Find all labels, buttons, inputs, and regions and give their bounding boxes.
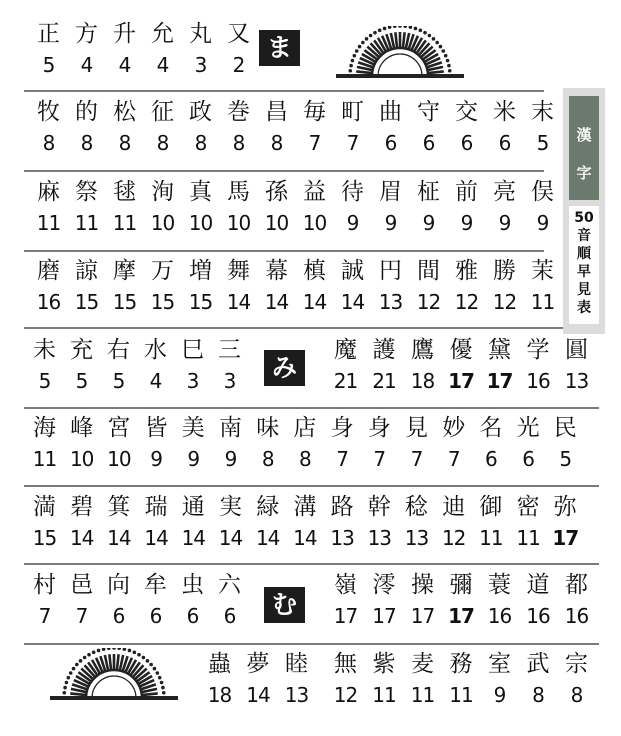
stroke-count: 6 <box>422 131 435 155</box>
stroke-count: 18 <box>207 683 232 707</box>
kanji-char: 交 <box>455 99 478 125</box>
kanji-char: 万 <box>151 258 174 284</box>
kanji-char: 前 <box>455 179 478 205</box>
kanji-char: 虫 <box>181 572 204 598</box>
kanji-char: 磨 <box>37 258 60 284</box>
stroke-count: 11 <box>112 211 137 235</box>
kanji-char: 丸 <box>189 21 212 47</box>
kanji-char: 茉 <box>531 258 554 284</box>
stroke-count: 3 <box>186 369 199 393</box>
kanji-char: 六 <box>218 572 241 598</box>
kanji-char: 柾 <box>417 179 440 205</box>
row-divider <box>24 643 599 645</box>
stroke-count: 9 <box>150 447 162 471</box>
stroke-count: 14 <box>302 290 327 314</box>
stroke-count: 16 <box>564 604 589 628</box>
stroke-count: 15 <box>112 290 137 314</box>
kanji-char: 宮 <box>107 415 131 441</box>
stroke-count: 10 <box>188 211 213 235</box>
kanji-char: 美 <box>181 415 205 441</box>
kanji-char: 魔 <box>334 337 357 363</box>
stroke-count: 5 <box>559 447 572 471</box>
stroke-count: 4 <box>80 53 93 77</box>
kanji-char: 夢 <box>246 651 270 677</box>
stroke-count: 10 <box>226 211 251 235</box>
side-tab-char: 字 <box>576 164 592 182</box>
kanji-char: 妙 <box>442 415 466 441</box>
kana-label-mi: み <box>264 350 305 386</box>
kanji-char: 鷹 <box>411 337 434 363</box>
stroke-count: 6 <box>112 604 125 628</box>
stroke-count: 14 <box>340 290 365 314</box>
stroke-count: 13 <box>367 526 392 550</box>
kanji-char: 雅 <box>455 258 478 284</box>
kanji-char: 三 <box>218 337 241 363</box>
kanji-char: 巳 <box>181 337 204 363</box>
kanji-char: 幕 <box>265 258 288 284</box>
stroke-count: 14 <box>293 526 317 550</box>
kanji-char: 味 <box>256 415 280 441</box>
stroke-count: 8 <box>194 131 207 155</box>
kanji-char: 御 <box>479 494 503 520</box>
kanji-char: 眉 <box>379 179 402 205</box>
kanji-char: 実 <box>219 494 242 520</box>
stroke-count: 17 <box>410 604 435 628</box>
kanji-char: 嶺 <box>334 572 357 598</box>
kanji-char: 瑞 <box>144 494 168 520</box>
stroke-count: 4 <box>156 53 169 77</box>
stroke-count: 17 <box>333 604 358 628</box>
kanji-char: 睦 <box>285 651 308 677</box>
kanji-char: 碧 <box>70 494 94 520</box>
kanji-char: 待 <box>341 179 364 205</box>
kanji-char: 充 <box>70 337 93 363</box>
stroke-count: 14 <box>107 526 131 550</box>
stroke-count: 6 <box>186 604 199 628</box>
kanji-char: 身 <box>367 415 391 441</box>
stroke-count: 6 <box>384 131 397 155</box>
kanji-char: 麻 <box>37 179 60 205</box>
kanji-char: 光 <box>516 415 540 441</box>
kanji-char: 昌 <box>265 99 288 125</box>
kanji-char: 槙 <box>303 258 326 284</box>
stroke-count: 14 <box>218 526 243 550</box>
side-tab-char: 見 <box>577 282 591 298</box>
kanji-char: 毎 <box>303 99 326 125</box>
side-tab-char: 音 <box>577 228 591 244</box>
stroke-count: 8 <box>156 131 169 155</box>
row-divider <box>24 90 544 92</box>
stroke-count: 8 <box>299 447 311 471</box>
stroke-count: 11 <box>36 211 61 235</box>
kanji-char: 迪 <box>442 494 466 520</box>
stroke-count: 8 <box>80 131 93 155</box>
stroke-count: 2 <box>232 53 245 77</box>
row-divider <box>24 250 544 252</box>
kanji-char: 毬 <box>113 179 136 205</box>
stroke-count: 9 <box>187 447 200 471</box>
stroke-count: 12 <box>333 683 358 707</box>
kanji-char: 務 <box>449 651 473 677</box>
row-divider <box>24 485 599 487</box>
stroke-count: 10 <box>264 211 289 235</box>
stroke-count: 9 <box>346 211 359 235</box>
stroke-count: 15 <box>150 290 175 314</box>
kanji-char: 蟲 <box>208 651 231 677</box>
kanji-char: 黛 <box>488 337 511 363</box>
sunburst-ornament-top <box>330 26 470 84</box>
stroke-count: 11 <box>410 683 435 707</box>
row-divider <box>24 327 599 329</box>
side-tab-title <box>569 206 599 324</box>
kanji-char: 皆 <box>144 415 168 441</box>
stroke-count: 6 <box>485 447 497 471</box>
kanji-char: 宗 <box>565 651 588 677</box>
stroke-count: 17 <box>372 604 396 628</box>
stroke-count: 18 <box>410 369 435 393</box>
stroke-count: 13 <box>564 369 589 393</box>
kanji-char: 右 <box>107 337 130 363</box>
kanji-char: 通 <box>181 494 205 520</box>
kanji-char: 満 <box>33 494 56 520</box>
stroke-count: 13 <box>404 526 429 550</box>
stroke-count: 9 <box>493 683 506 707</box>
stroke-count: 14 <box>255 526 280 550</box>
stroke-count: 8 <box>118 131 131 155</box>
kanji-char: 店 <box>293 415 317 441</box>
stroke-count: 6 <box>522 447 534 471</box>
stroke-count: 8 <box>532 683 544 707</box>
stroke-count: 4 <box>118 53 131 77</box>
kanji-char: 村 <box>33 572 56 598</box>
kanji-char: 巻 <box>227 99 250 125</box>
kanji-char: 正 <box>37 21 60 47</box>
kanji-char: 牧 <box>37 99 60 125</box>
stroke-count: 7 <box>410 447 423 471</box>
stroke-count: 8 <box>261 447 274 471</box>
kanji-char: 馬 <box>227 179 250 205</box>
stroke-count: 5 <box>112 369 125 393</box>
kanji-char: 峰 <box>70 415 94 441</box>
kanji-char: 操 <box>411 572 434 598</box>
kanji-char: 諒 <box>75 258 98 284</box>
kanji-char: 幹 <box>367 494 391 520</box>
kanji-char: 誠 <box>341 258 364 284</box>
kanji-char: 名 <box>479 415 503 441</box>
kanji-char: 洵 <box>151 179 174 205</box>
stroke-count: 21 <box>333 369 358 393</box>
stroke-count: 3 <box>194 53 207 77</box>
stroke-count: 6 <box>223 604 236 628</box>
stroke-count: 12 <box>454 290 479 314</box>
stroke-count: 14 <box>226 290 251 314</box>
stroke-count: 17 <box>448 604 474 628</box>
kanji-char: 稔 <box>405 494 428 520</box>
stroke-count: 3 <box>223 369 236 393</box>
kanji-char: 優 <box>449 337 473 363</box>
stroke-count: 16 <box>526 604 550 628</box>
side-tab-char: 表 <box>577 300 591 316</box>
kanji-char: 溝 <box>293 494 317 520</box>
kanji-char: 増 <box>189 258 212 284</box>
stroke-count: 9 <box>224 447 237 471</box>
stroke-count: 12 <box>492 290 517 314</box>
kanji-char: 圓 <box>565 337 588 363</box>
kanji-char: 無 <box>334 651 357 677</box>
kanji-char: 松 <box>113 99 136 125</box>
stroke-count: 7 <box>346 131 359 155</box>
kanji-char: 箕 <box>107 494 131 520</box>
stroke-count: 10 <box>69 447 94 471</box>
side-index-tab <box>563 88 605 334</box>
side-tab-char: 順 <box>577 246 591 262</box>
kanji-char: 町 <box>341 99 364 125</box>
kanji-char: 弥 <box>553 494 577 520</box>
side-tab-number: 50 <box>574 210 594 226</box>
stroke-count: 8 <box>270 131 283 155</box>
kanji-char: 蓑 <box>488 572 511 598</box>
stroke-count: 11 <box>372 683 396 707</box>
stroke-count: 21 <box>372 369 396 393</box>
kanji-char: 間 <box>417 258 440 284</box>
stroke-count: 10 <box>302 211 327 235</box>
kanji-char: 邑 <box>70 572 93 598</box>
sunburst-ornament-bottom <box>44 648 184 706</box>
stroke-count: 14 <box>246 683 270 707</box>
kanji-char: 室 <box>488 651 511 677</box>
row-divider <box>24 407 599 409</box>
kanji-char: 澪 <box>372 572 396 598</box>
kanji-char: 水 <box>144 337 167 363</box>
stroke-count: 12 <box>416 290 441 314</box>
row-divider <box>24 170 544 172</box>
kanji-char: 摩 <box>113 258 136 284</box>
side-tab-kanji <box>569 96 599 200</box>
kanji-char: 祭 <box>75 179 98 205</box>
kanji-char: 護 <box>372 337 396 363</box>
row-divider <box>24 563 599 565</box>
stroke-count: 9 <box>384 211 397 235</box>
stroke-count: 9 <box>460 211 473 235</box>
kanji-char: 牟 <box>144 572 167 598</box>
stroke-count: 7 <box>447 447 460 471</box>
kanji-char: 未 <box>33 337 56 363</box>
kanji-char: 学 <box>526 337 550 363</box>
kanji-char: 的 <box>75 99 98 125</box>
stroke-count: 6 <box>149 604 162 628</box>
kanji-char: 亮 <box>493 179 516 205</box>
stroke-count: 16 <box>526 369 550 393</box>
kanji-char: 路 <box>330 494 354 520</box>
kanji-char: 麦 <box>411 651 434 677</box>
stroke-count: 15 <box>32 526 57 550</box>
stroke-count: 12 <box>441 526 466 550</box>
kanji-char: 身 <box>330 415 354 441</box>
side-tab-char: 早 <box>577 264 591 280</box>
stroke-count: 5 <box>42 53 55 77</box>
kanji-char: 海 <box>33 415 56 441</box>
stroke-count: 7 <box>373 447 386 471</box>
stroke-count: 9 <box>422 211 435 235</box>
stroke-count: 15 <box>74 290 99 314</box>
kanji-char: 俣 <box>531 179 554 205</box>
stroke-count: 14 <box>264 290 289 314</box>
kana-label-mu: む <box>264 587 305 623</box>
kanji-char: 紫 <box>372 651 396 677</box>
kanji-char: 見 <box>405 415 428 441</box>
stroke-count: 5 <box>38 369 51 393</box>
stroke-count: 9 <box>536 211 549 235</box>
kanji-char: 又 <box>227 21 250 47</box>
kanji-char: 勝 <box>493 258 516 284</box>
stroke-count: 11 <box>32 447 57 471</box>
stroke-count: 15 <box>188 290 213 314</box>
stroke-count: 11 <box>74 211 99 235</box>
kanji-char: 末 <box>531 99 554 125</box>
stroke-count: 5 <box>536 131 549 155</box>
kanji-char: 都 <box>565 572 588 598</box>
side-tab-char: 漢 <box>576 126 592 144</box>
stroke-count: 17 <box>552 526 579 550</box>
kanji-char: 允 <box>151 21 174 47</box>
stroke-count: 10 <box>107 447 131 471</box>
stroke-count: 13 <box>330 526 354 550</box>
kanji-char: 米 <box>493 99 516 125</box>
stroke-count: 7 <box>308 131 321 155</box>
kanji-char: 円 <box>379 258 402 284</box>
kanji-char: 民 <box>553 415 577 441</box>
stroke-count: 7 <box>75 604 88 628</box>
stroke-count: 13 <box>284 683 309 707</box>
kanji-char: 曲 <box>379 99 402 125</box>
stroke-count: 10 <box>150 211 175 235</box>
kanji-char: 南 <box>219 415 242 441</box>
stroke-count: 6 <box>460 131 473 155</box>
stroke-count: 13 <box>378 290 403 314</box>
stroke-count: 5 <box>75 369 88 393</box>
kanji-char: 緑 <box>256 494 280 520</box>
stroke-count: 14 <box>144 526 168 550</box>
stroke-count: 11 <box>516 526 540 550</box>
kanji-char: 政 <box>189 99 212 125</box>
stroke-count: 4 <box>149 369 162 393</box>
stroke-count: 11 <box>530 290 555 314</box>
stroke-count: 9 <box>498 211 511 235</box>
stroke-count: 14 <box>181 526 206 550</box>
kanji-char: 守 <box>417 99 440 125</box>
kanji-char: 升 <box>113 21 136 47</box>
stroke-count: 14 <box>69 526 94 550</box>
stroke-count: 17 <box>486 369 513 393</box>
stroke-count: 17 <box>448 369 474 393</box>
kanji-char: 道 <box>526 572 550 598</box>
kanji-char: 征 <box>151 99 174 125</box>
kanji-char: 真 <box>189 179 212 205</box>
stroke-count: 8 <box>570 683 583 707</box>
kanji-char: 孫 <box>265 179 288 205</box>
stroke-count: 11 <box>479 526 503 550</box>
kanji-char: 向 <box>107 572 130 598</box>
kanji-char: 方 <box>75 21 98 47</box>
stroke-count: 8 <box>232 131 245 155</box>
kanji-char: 益 <box>303 179 326 205</box>
kana-label-ma: ま <box>259 30 300 66</box>
stroke-count: 16 <box>487 604 512 628</box>
stroke-count: 7 <box>336 447 348 471</box>
kanji-char: 舞 <box>227 258 250 284</box>
kanji-char: 密 <box>516 494 540 520</box>
kanji-char: 彌 <box>449 572 473 598</box>
stroke-count: 8 <box>42 131 55 155</box>
stroke-count: 6 <box>498 131 511 155</box>
kanji-char: 武 <box>526 651 550 677</box>
stroke-count: 16 <box>36 290 61 314</box>
stroke-count: 7 <box>38 604 51 628</box>
stroke-count: 11 <box>449 683 473 707</box>
